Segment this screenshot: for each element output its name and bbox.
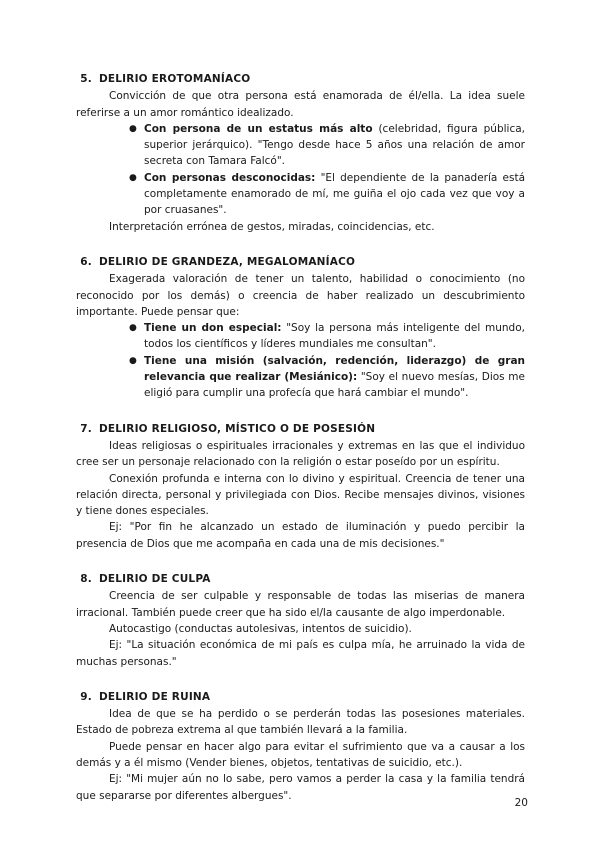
section-example: Ej: "Mi mujer aún no lo sabe, pero vamos a perder la casa y la familia tendrá que separarse por diferentes albergues". <box>76 773 525 802</box>
section-title: DELIRIO DE CULPA <box>99 573 211 586</box>
section-title: DELIRIO RELIGIOSO, MÍSTICO O DE POSESIÓN <box>99 422 376 435</box>
section-example: Ej: "Por fin he alcanzado un estado de iluminación y puedo percibir la presencia de Dios que me acompaña en cada una de mis decisiones." <box>76 521 525 550</box>
section-delirio-culpa <box>76 571 525 670</box>
section-heading <box>76 571 525 587</box>
bullet-icon: ● <box>129 355 137 366</box>
section-number: 9. <box>80 690 92 703</box>
section-title: DELIRIO DE GRANDEZA, MEGALOMANÍACO <box>99 255 356 268</box>
section-number: 5. <box>80 73 92 85</box>
section-paragraph: Creencia de ser culpable y responsable de todas las miserias de manera irracional. También puede creer que ha sido el/la causante de algo imperdonable. <box>76 590 525 619</box>
bullet-lead: Tiene un don especial: <box>144 322 282 335</box>
section-heading <box>76 421 525 437</box>
section-title: DELIRIO DE RUINA <box>99 690 211 703</box>
section-paragraph: Puede pensar en hacer algo para evitar el sufrimiento que va a causar a los demás y a él mismo (Vender bienes, objetos, tentativas de suicidio, etc.). <box>76 740 525 769</box>
bullet-text: "Soy la persona más inteligente del mundo, todos los científicos y líderes mundiales me consultan". <box>144 322 525 351</box>
section-number: 7. <box>80 422 92 435</box>
section-intro: Exagerada valoración de tener un talento, habilidad o conocimiento (no reconocido por los demás) o creencia de haber realizado un descubrimiento importante. Puede pensar que: <box>76 273 525 318</box>
section-paragraph: Conexión profunda e interna con lo divino y espiritual. Creencia de tener una relación directa, personal y privilegiada con Dios. Recibe mensajes divinos, visiones y tiene dones especiales. <box>76 472 525 518</box>
bullet-item <box>76 121 525 170</box>
bullet-lead: Tiene una misión (salvación, redención, liderazgo) de gran relevancia que realizar (Mesiánico): <box>144 354 525 384</box>
bullet-icon: ● <box>129 172 137 183</box>
bullet-text: "El dependiente de la panadería está completamente enamorado de mí, me guiña el ojo cada vez que voy a por cruasanes". <box>144 171 526 217</box>
section-delirio-erotomaniaco <box>76 71 525 235</box>
section-number: 6. <box>80 255 92 268</box>
bullet-item <box>76 170 525 219</box>
section-heading <box>76 254 525 270</box>
section-intro: Convicción de que otra persona está enamorada de él/ella. La idea suele referirse a un amor romántico idealizado. <box>76 90 525 119</box>
page-content <box>76 71 525 823</box>
bullet-text: "Soy el nuevo mesías, Dios me eligió para cumplir una profecía que hará cambiar el mundo". <box>144 371 525 400</box>
section-heading <box>76 689 525 705</box>
section-paragraph: Ideas religiosas o espirituales irracionales y extremas en las que el individuo cree ser un personaje relacionado con la religión o estar poseído por un espíritu. <box>76 439 525 469</box>
section-example: Ej: "La situación económica de mi país es culpa mía, he arruinado la vida de muchas personas." <box>76 639 525 668</box>
section-delirio-religioso <box>76 421 525 552</box>
section-outro: Interpretación errónea de gestos, miradas, coincidencias, etc. <box>109 220 435 233</box>
bullet-text: (celebridad, figura pública, superior jerárquico). "Tengo desde hace 5 años una relación de amor secreta con Tamara Falcó". <box>144 122 525 168</box>
bullet-list <box>76 320 525 401</box>
page-number: 20 <box>514 797 528 809</box>
bullet-lead: Con personas desconocidas: <box>144 171 316 184</box>
section-title: DELIRIO EROTOMANÍACO <box>99 73 251 85</box>
section-heading <box>76 71 525 87</box>
section-delirio-grandeza <box>76 254 525 402</box>
bullet-list <box>76 121 525 219</box>
section-delirio-ruina <box>76 689 525 804</box>
bullet-icon: ● <box>129 123 137 134</box>
bullet-icon: ● <box>129 323 137 334</box>
bullet-lead: Con persona de un estatus más alto <box>144 122 373 135</box>
bullet-item <box>76 320 525 353</box>
section-number: 8. <box>80 573 92 586</box>
section-paragraph: Autocastigo (conductas autolesivas, intentos de suicidio). <box>109 622 412 635</box>
section-paragraph: Idea de que se ha perdido o se perderán todas las posesiones materiales. Estado de pobreza extrema al que también llevará a la familia. <box>76 708 525 737</box>
bullet-item <box>76 353 525 402</box>
